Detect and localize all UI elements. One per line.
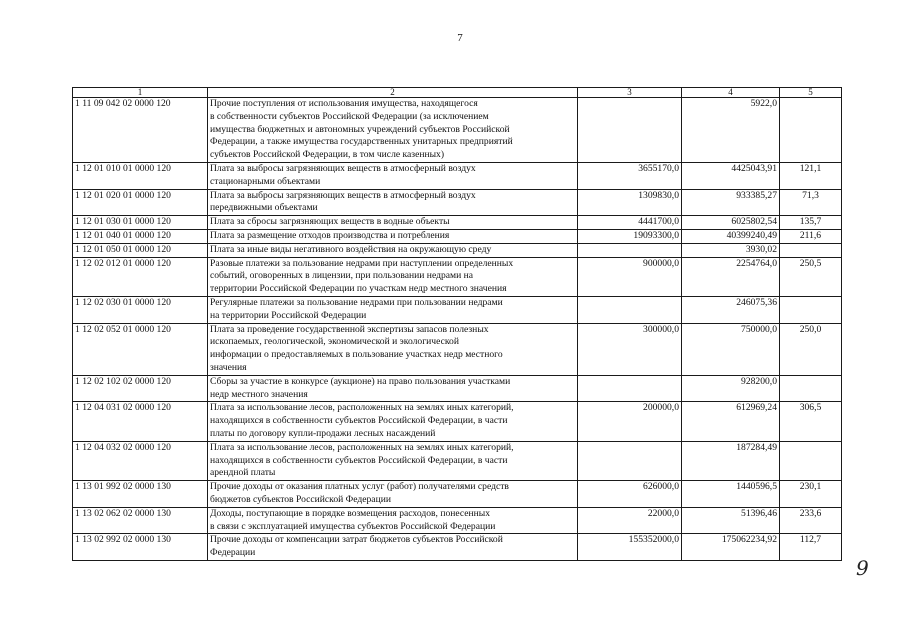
plan-amount-cell: 900000,0 [578,257,682,296]
actual-amount-cell: 612969,24 [682,402,780,441]
actual-amount-cell: 1440596,5 [682,481,780,508]
percent-cell [780,375,842,402]
budget-code-cell: 1 12 01 020 01 0000 120 [73,189,208,216]
actual-amount-cell: 4425043,91 [682,162,780,189]
budget-code-cell: 1 12 04 031 02 0000 120 [73,402,208,441]
header-cell: 1 [73,88,208,98]
budget-code-cell: 1 12 02 012 01 0000 120 [73,257,208,296]
description-cell: Плата за сбросы загрязняющих веществ в водные объекты [208,216,578,230]
plan-amount-cell: 19093300,0 [578,229,682,243]
actual-amount-cell: 175062234,92 [682,534,780,561]
budget-code-cell: 1 12 01 050 01 0000 120 [73,243,208,257]
header-cell: 4 [682,88,780,98]
budget-code-cell: 1 13 01 992 02 0000 130 [73,481,208,508]
table-row [73,243,842,257]
header-cell: 3 [578,88,682,98]
description-cell: Плата за выбросы загрязняющих веществ в атмосферный воздух стационарными объектами [208,162,578,189]
description-cell: Плата за иные виды негативного воздействия на окружающую среду [208,243,578,257]
description-cell: Регулярные платежи за пользование недрами при пользовании недрами на территории Российской Федерации [208,296,578,323]
table-row [73,162,842,189]
table-row [73,98,842,163]
description-cell: Плата за размещение отходов производства и потребления [208,229,578,243]
plan-amount-cell: 1309830,0 [578,189,682,216]
percent-cell [780,296,842,323]
table-row [73,229,842,243]
table-row [73,441,842,480]
actual-amount-cell: 5922,0 [682,98,780,163]
budget-code-cell: 1 13 02 062 02 0000 130 [73,507,208,534]
revenue-table [72,87,842,561]
description-cell: Прочие доходы от оказания платных услуг (работ) получателями средств бюджетов субъектов Российской Федерации [208,481,578,508]
description-cell: Разовые платежи за пользование недрами при наступлении определенных событий, оговоренных в лицензии, при пользовании недрами на территории Российской Федерации по участкам недр местного значения [208,257,578,296]
page-number: 7 [457,32,463,44]
percent-cell: 250,5 [780,257,842,296]
budget-code-cell: 1 11 09 042 02 0000 120 [73,98,208,163]
budget-code-cell: 1 12 02 102 02 0000 120 [73,375,208,402]
percent-cell: 306,5 [780,402,842,441]
actual-amount-cell: 6025802,54 [682,216,780,230]
percent-cell: 112,7 [780,534,842,561]
table-row [73,257,842,296]
percent-cell: 135,7 [780,216,842,230]
table-row [73,534,842,561]
budget-code-cell: 1 12 01 040 01 0000 120 [73,229,208,243]
table-row [73,481,842,508]
percent-cell [780,243,842,257]
actual-amount-cell: 933385,27 [682,189,780,216]
actual-amount-cell: 40399240,49 [682,229,780,243]
description-cell: Плата за проведение государственной экспертизы запасов полезных ископаемых, геологической, экономической и экологической информации о предоставляемых в пользование участках недр местного значения [208,323,578,375]
table-row [73,296,842,323]
description-cell: Плата за использование лесов, расположенных на землях иных категорий, находящихся в собственности субъектов Российской Федерации, в части арендной платы [208,441,578,480]
actual-amount-cell: 2254764,0 [682,257,780,296]
table-header-row [73,88,842,98]
description-cell: Прочие доходы от компенсации затрат бюджетов субъектов Российской Федерации [208,534,578,561]
description-cell: Прочие поступления от использования имущества, находящегося в собственности субъектов Российской Федерации (за исключением имущества бюджетных и автономных учреждений субъектов Российской Федерации, а также имущества государственных унитарных предприятий субъектов Российской Федерации, в том числе казенных) [208,98,578,163]
percent-cell: 211,6 [780,229,842,243]
plan-amount-cell [578,441,682,480]
table-row [73,375,842,402]
header-cell: 5 [780,88,842,98]
budget-code-cell: 1 13 02 992 02 0000 130 [73,534,208,561]
description-cell: Доходы, поступающие в порядке возмещения расходов, понесенных в связи с эксплуатацией имущества субъектов Российской Федерации [208,507,578,534]
actual-amount-cell: 928200,0 [682,375,780,402]
budget-code-cell: 1 12 04 032 02 0000 120 [73,441,208,480]
percent-cell [780,98,842,163]
plan-amount-cell: 3655170,0 [578,162,682,189]
table-row [73,402,842,441]
percent-cell: 233,6 [780,507,842,534]
actual-amount-cell: 187284,49 [682,441,780,480]
plan-amount-cell: 155352000,0 [578,534,682,561]
plan-amount-cell: 626000,0 [578,481,682,508]
table-row [73,507,842,534]
description-cell: Сборы за участие в конкурсе (аукционе) на право пользования участками недр местного значения [208,375,578,402]
actual-amount-cell: 750000,0 [682,323,780,375]
header-cell: 2 [208,88,578,98]
handwritten-page-mark: 9 [856,556,869,580]
percent-cell: 250,0 [780,323,842,375]
description-cell: Плата за выбросы загрязняющих веществ в атмосферный воздух передвижными объектами [208,189,578,216]
percent-cell: 230,1 [780,481,842,508]
plan-amount-cell [578,98,682,163]
percent-cell: 121,1 [780,162,842,189]
table-row [73,216,842,230]
budget-code-cell: 1 12 01 010 01 0000 120 [73,162,208,189]
plan-amount-cell [578,296,682,323]
percent-cell [780,441,842,480]
budget-code-cell: 1 12 02 030 01 0000 120 [73,296,208,323]
budget-code-cell: 1 12 02 052 01 0000 120 [73,323,208,375]
table-row [73,189,842,216]
plan-amount-cell: 22000,0 [578,507,682,534]
actual-amount-cell: 3930,02 [682,243,780,257]
budget-code-cell: 1 12 01 030 01 0000 120 [73,216,208,230]
plan-amount-cell: 4441700,0 [578,216,682,230]
plan-amount-cell [578,243,682,257]
plan-amount-cell: 300000,0 [578,323,682,375]
actual-amount-cell: 246075,36 [682,296,780,323]
percent-cell: 71,3 [780,189,842,216]
plan-amount-cell: 200000,0 [578,402,682,441]
actual-amount-cell: 51396,46 [682,507,780,534]
table-row [73,323,842,375]
description-cell: Плата за использование лесов, расположенных на землях иных категорий, находящихся в собственности субъектов Российской Федерации, в части платы по договору купли-продажи лесных насаждений [208,402,578,441]
plan-amount-cell [578,375,682,402]
